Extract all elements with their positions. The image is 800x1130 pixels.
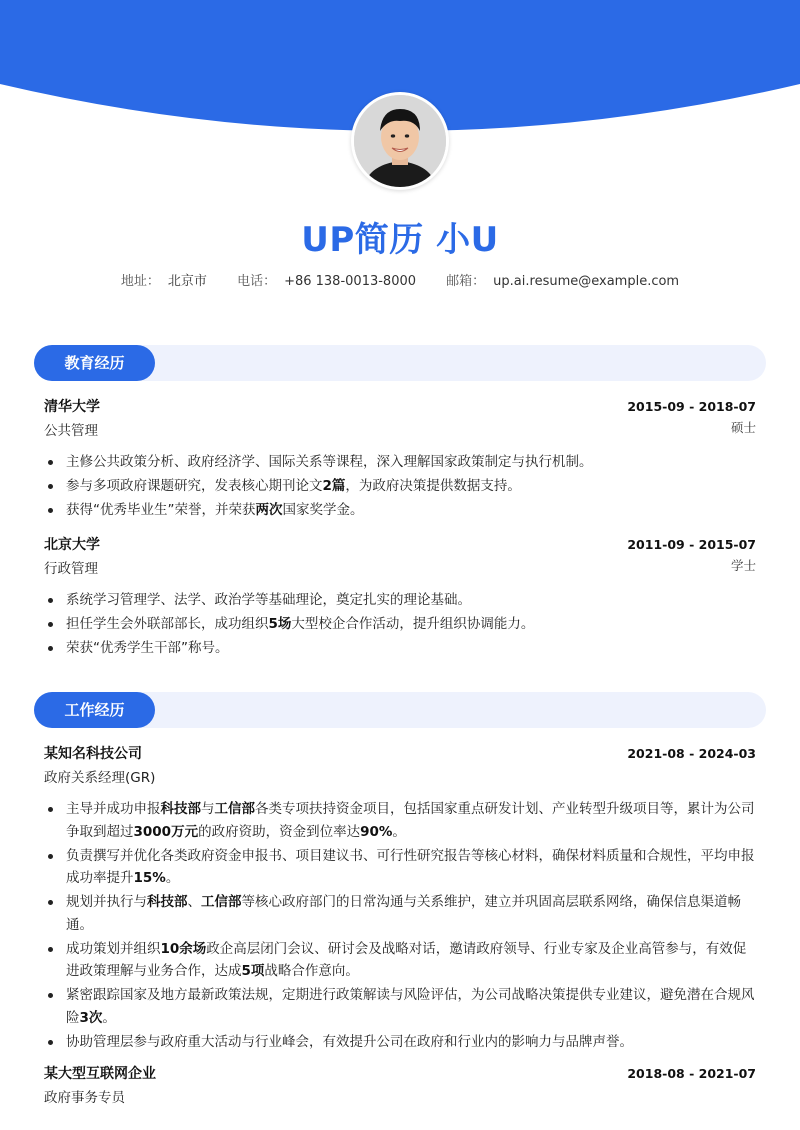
bullet-text: 协助管理层参与政府重大活动与行业峰会，有效提升公司在政府和行业内的影响力与品牌声誉。 — [66, 1033, 633, 1050]
highlight-text: 两次 — [255, 502, 283, 518]
position: 政府事务专员 — [44, 1090, 125, 1106]
bullet-text: 荣获“优秀学生干部”称号。 — [66, 639, 229, 656]
entry-header — [44, 533, 756, 557]
bullet-text: 。 — [102, 1009, 116, 1026]
bullet-text: 国家奖学金。 — [282, 502, 364, 518]
bullet-text: 获得“优秀毕业生”荣誉，并荣获 — [66, 502, 256, 518]
bullet-text: 的政府资助，资金到位率达 — [198, 823, 361, 840]
highlight-text: 3次 — [79, 1009, 103, 1026]
bullet-text: 战略合作意向。 — [264, 963, 359, 979]
bullet-text: ，为政府决策提供数据支持。 — [345, 478, 521, 494]
section-title-work: 工作经历 — [34, 692, 155, 728]
school-name: 北京大学 — [44, 536, 100, 553]
bullet-text: 参与多项政府课题研究，发表核心期刊论文 — [66, 478, 323, 494]
entry-date: 2015-09 - 2018-07 — [627, 399, 756, 414]
bullet-item — [44, 984, 756, 1029]
bullet-text: 系统学习管理学、法学、政治学等基础理论，奠定扎实的理论基础。 — [66, 591, 471, 608]
address-value: 北京市 — [167, 274, 207, 289]
entry-date: 2021-08 - 2024-03 — [627, 746, 756, 761]
portrait-photo — [354, 95, 446, 187]
work-entry — [44, 1062, 756, 1110]
phone-label: 电话： — [237, 274, 277, 289]
bullet-item — [44, 798, 756, 843]
bullet-text: 等核心政府部门的日常沟通与关系维护，建立并巩固高层联系网络，确保信息渠道畅通。 — [66, 894, 741, 933]
section-header-bar — [34, 345, 766, 381]
highlight-text: 90% — [360, 823, 393, 840]
section-header-bar — [34, 692, 766, 728]
bullet-item — [44, 845, 756, 890]
bullet-text: 主导并成功申报 — [66, 801, 161, 817]
highlight-text: 5项 — [241, 963, 265, 979]
candidate-name: UP简历 小U — [301, 220, 499, 260]
bullet-text: 政企高层闭门会议、研讨会及战略对话，邀请政府领导、行业专家及企业高管参与，有效促进政策理解与业务合作，达成 — [66, 940, 747, 979]
bullet-item — [44, 589, 756, 612]
bullet-text: 成功策划并组织 — [66, 940, 161, 957]
major: 行政管理 — [44, 560, 98, 577]
position: 政府关系经理(GR) — [44, 770, 156, 786]
work-entry — [44, 742, 756, 1053]
degree: 硕士 — [730, 420, 756, 435]
highlight-text: 2篇 — [322, 478, 346, 494]
bullet-text: 规划并执行与 — [66, 894, 147, 910]
bullet-item — [44, 613, 756, 636]
major: 公共管理 — [44, 423, 98, 439]
bullet-list — [44, 589, 756, 660]
bullet-text: 大型校企合作活动，提升组织协调能力。 — [291, 615, 535, 632]
bullet-text: 。 — [392, 823, 406, 840]
bullet-item — [44, 637, 756, 660]
entry-date: 2018-08 - 2021-07 — [627, 1066, 756, 1081]
contact-address — [121, 270, 207, 289]
highlight-text: 10余场 — [160, 940, 207, 957]
avatar — [351, 92, 449, 190]
work-section — [34, 692, 766, 1110]
bullet-item — [44, 499, 756, 522]
bullet-text: 各类专项扶持资金项目，包括国家重点研发计划、产业转型升级项目等，累计为公司争取到超过 — [66, 801, 755, 840]
email-label: 邮箱： — [446, 274, 486, 289]
entry-header — [44, 1062, 756, 1086]
bullet-list — [44, 451, 756, 522]
bullet-item — [44, 938, 756, 983]
address-label: 地址： — [120, 274, 160, 289]
bullet-item — [44, 451, 756, 474]
phone-value: +86 138-0013-8000 — [284, 274, 417, 289]
bullet-text: 负责撰写并优化各类政府资金申报书、项目建议书、可行性研究报告等核心材料，确保材料质量和合规性，平均申报成功率提升 — [66, 847, 755, 886]
highlight-text: 工信部 — [214, 801, 255, 817]
bullet-text: 与 — [201, 801, 215, 817]
bullet-text: 主修公共政策分析、政府经济学、国际关系等课程，深入理解国家政策制定与执行机制。 — [66, 454, 593, 470]
bullet-list — [44, 798, 756, 1053]
email-value: up.ai.resume@example.com — [493, 274, 680, 289]
section-title-education: 教育经历 — [34, 345, 155, 381]
school-name: 清华大学 — [44, 399, 100, 415]
bullet-text: 担任学生会外联部部长，成功组织 — [66, 615, 269, 632]
company-name: 某大型互联网企业 — [44, 1066, 156, 1082]
contact-info — [0, 270, 800, 289]
education-entry — [44, 395, 756, 522]
contact-phone — [237, 270, 416, 289]
entry-date: 2011-09 - 2015-07 — [627, 536, 756, 552]
degree: 学士 — [730, 557, 756, 573]
bullet-text: 紧密跟踪国家及地方最新政策法规，定期进行政策解读与风险评估，为公司战略决策提供专业建议，避免潜在合规风险 — [66, 987, 755, 1026]
highlight-text: 15% — [133, 870, 166, 886]
bullet-item — [44, 891, 756, 936]
highlight-text: 3000万元 — [133, 823, 199, 840]
contact-email — [446, 270, 679, 289]
bullet-item — [44, 1031, 756, 1054]
education-entry — [44, 533, 756, 660]
highlight-text: 科技部 — [160, 801, 201, 817]
company-name: 某知名科技公司 — [44, 746, 142, 762]
bullet-item — [44, 475, 756, 498]
highlight-text: 科技部 — [147, 894, 188, 910]
bullet-text: 。 — [165, 870, 180, 886]
entry-header — [44, 742, 756, 766]
highlight-text: 5场 — [268, 615, 292, 632]
highlight-text: 工信部 — [201, 894, 242, 910]
entry-header — [44, 395, 756, 419]
education-section — [34, 345, 766, 661]
bullet-text: 、 — [187, 894, 201, 910]
